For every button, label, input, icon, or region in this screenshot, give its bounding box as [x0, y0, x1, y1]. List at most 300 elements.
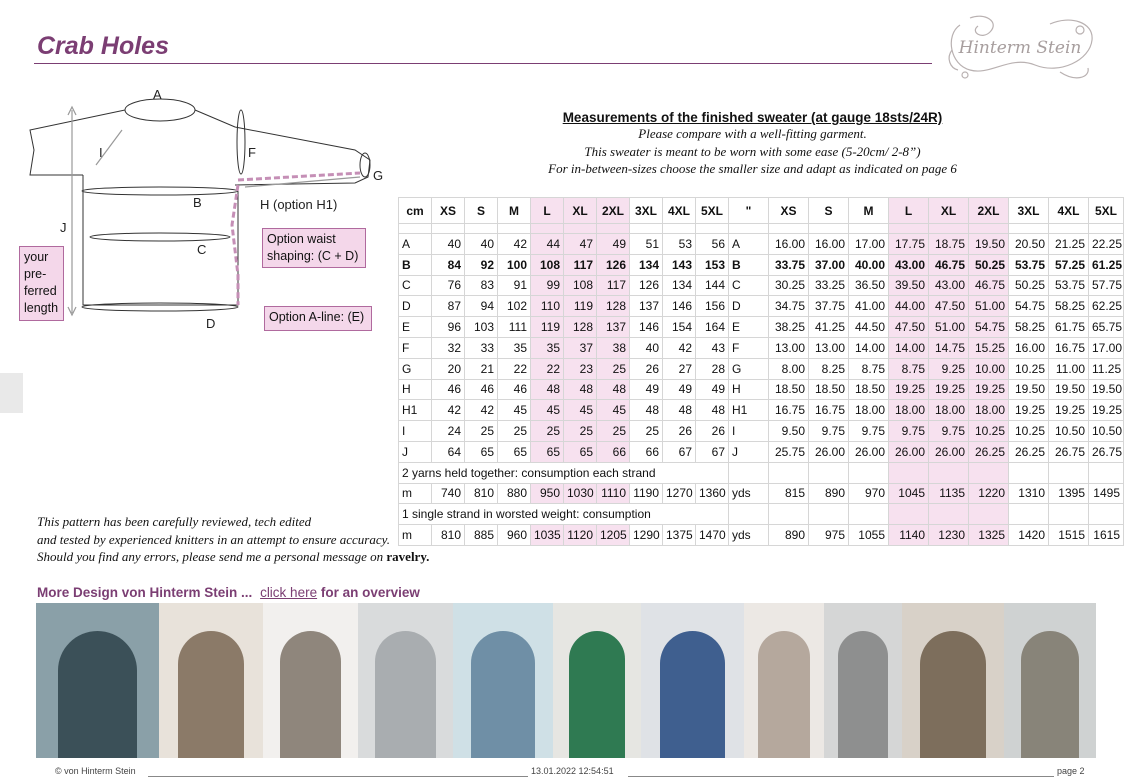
more-designs — [37, 585, 420, 600]
more-designs-suffix: for an overview — [320, 585, 420, 600]
table-cell: 51.00 — [969, 296, 1009, 317]
table-cell: 9.50 — [769, 421, 809, 442]
table-cell: 1120 — [564, 525, 597, 546]
table-cell: 61.25 — [1089, 254, 1124, 275]
table-cell: 48 — [531, 379, 564, 400]
table-cell: 9.75 — [809, 421, 849, 442]
table-cell: 23 — [564, 358, 597, 379]
table-cell: 1030 — [564, 483, 597, 504]
table-cell: 22 — [531, 358, 564, 379]
table-cell: 45 — [531, 400, 564, 421]
table-cell: 66 — [630, 441, 663, 462]
table-cell: 46 — [498, 379, 531, 400]
table-cell: " — [729, 198, 769, 224]
table-cell: 43 — [696, 337, 729, 358]
table-cell: 58.25 — [1009, 317, 1049, 338]
table-cell: 19.50 — [1049, 379, 1089, 400]
table-cell: 1190 — [630, 483, 663, 504]
table-cell: 4XL — [663, 198, 696, 224]
table-cell: 46 — [432, 379, 465, 400]
table-cell: 1375 — [663, 525, 696, 546]
photo-grey-cardigan-red[interactable] — [358, 603, 453, 758]
footer-rule-right — [628, 776, 1054, 777]
table-cell: 1135 — [929, 483, 969, 504]
table-row — [399, 234, 1124, 255]
diagram-label-j: J — [60, 220, 67, 235]
table-cell: C — [729, 275, 769, 296]
footer-page-number: page 2 — [1057, 766, 1085, 776]
diagram-label-d: D — [206, 316, 216, 331]
table-cell: 3XL — [630, 198, 663, 224]
table-cell: 20.50 — [1009, 234, 1049, 255]
table-cell: 8.00 — [769, 358, 809, 379]
garment-silhouette — [1021, 631, 1080, 758]
table-cell: 1360 — [696, 483, 729, 504]
table-cell: 19.50 — [1009, 379, 1049, 400]
garment-silhouette — [471, 631, 535, 758]
table-cell: 5XL — [1089, 198, 1124, 224]
diagram-label-c: C — [197, 242, 207, 257]
table-cell: 48 — [696, 400, 729, 421]
sweater-diagram — [20, 85, 390, 335]
photo-taupe-yoke-sweater[interactable] — [263, 603, 358, 758]
table-cell: 18.50 — [769, 379, 809, 400]
garment-silhouette — [178, 631, 245, 758]
table-cell: 48 — [564, 379, 597, 400]
table-cell: 26.75 — [1049, 441, 1089, 462]
table-cell: 37 — [564, 337, 597, 358]
garment-silhouette — [280, 631, 341, 758]
table-cell: 49 — [696, 379, 729, 400]
table-cell: 13.00 — [769, 337, 809, 358]
yarn1-label-row — [399, 504, 1124, 525]
table-cell: 19.25 — [889, 379, 929, 400]
table-cell: 134 — [663, 275, 696, 296]
photo-green-cardigan[interactable] — [553, 603, 641, 758]
title-rule — [34, 63, 932, 64]
design-gallery — [36, 603, 1106, 758]
table-cell: 25 — [597, 358, 630, 379]
table-cell: 35 — [531, 337, 564, 358]
table-cell: L — [889, 198, 929, 224]
table-cell: 42 — [432, 400, 465, 421]
table-row — [399, 421, 1124, 442]
table-cell: 22.25 — [1089, 234, 1124, 255]
table-cell: 19.25 — [929, 379, 969, 400]
table-cell: XS — [432, 198, 465, 224]
table-cell: 48 — [663, 400, 696, 421]
measurements-note-3: For in-between-sizes choose the smaller size and adapt as indicated on page 6 — [548, 161, 957, 176]
table-cell: 18.00 — [889, 400, 929, 421]
table-cell: 740 — [432, 483, 465, 504]
table-cell: 18.75 — [929, 234, 969, 255]
table-cell: 43.00 — [889, 254, 929, 275]
table-cell: 35 — [498, 337, 531, 358]
table-cell: 67 — [696, 441, 729, 462]
table-cell: 76 — [432, 275, 465, 296]
table-cell: 45 — [498, 400, 531, 421]
table-cell: 33.25 — [809, 275, 849, 296]
table-cell: 9.75 — [889, 421, 929, 442]
table-cell: 18.00 — [929, 400, 969, 421]
table-cell: 67 — [663, 441, 696, 462]
table-cell: 40 — [630, 337, 663, 358]
table-cell: 117 — [597, 275, 630, 296]
table-cell: 54.75 — [1009, 296, 1049, 317]
table-cell: 890 — [769, 525, 809, 546]
table-cell: 65 — [564, 441, 597, 462]
table-cell: 25 — [564, 421, 597, 442]
footer — [0, 766, 1115, 778]
garment-silhouette — [660, 631, 726, 758]
table-cell: 146 — [630, 317, 663, 338]
table-cell: 26 — [696, 421, 729, 442]
errata-note — [37, 513, 429, 566]
table-cell: 14.00 — [849, 337, 889, 358]
table-cell: 137 — [597, 317, 630, 338]
table-cell: XL — [564, 198, 597, 224]
table-cell: 13.00 — [809, 337, 849, 358]
table-row — [399, 379, 1124, 400]
table-cell: 1290 — [630, 525, 663, 546]
table-cell: m — [399, 525, 432, 546]
table-cell: 2XL — [597, 198, 630, 224]
table-cell: 99 — [531, 275, 564, 296]
table-cell: B — [729, 254, 769, 275]
table-cell: 144 — [696, 275, 729, 296]
table-cell: 64 — [432, 441, 465, 462]
table-cell: 5XL — [696, 198, 729, 224]
table-cell: D — [729, 296, 769, 317]
table-cell: 1045 — [889, 483, 929, 504]
table-cell: 1205 — [597, 525, 630, 546]
table-cell: 51.00 — [929, 317, 969, 338]
table-cell: 62.25 — [1089, 296, 1124, 317]
ravelry-link[interactable]: ravelry. — [386, 549, 430, 564]
photo-grey-sweater[interactable] — [824, 603, 902, 758]
table-cell: L — [531, 198, 564, 224]
table-cell: 37.75 — [809, 296, 849, 317]
table-cell: J — [399, 441, 432, 462]
table-cell: 53.75 — [1049, 275, 1089, 296]
table-row — [399, 317, 1124, 338]
table-cell: 134 — [630, 254, 663, 275]
table-cell: 19.25 — [1089, 400, 1124, 421]
table-cell: G — [399, 358, 432, 379]
table-cell: 96 — [432, 317, 465, 338]
table-cell: 126 — [597, 254, 630, 275]
table-cell: yds — [729, 525, 769, 546]
table-cell: 16.00 — [809, 234, 849, 255]
table-cell: 1220 — [969, 483, 1009, 504]
table-cell: 3XL — [1009, 198, 1049, 224]
table-cell: 26 — [630, 358, 663, 379]
table-cell: XL — [929, 198, 969, 224]
size-table — [398, 197, 1124, 546]
table-cell: 33 — [465, 337, 498, 358]
table-cell: 970 — [849, 483, 889, 504]
callout-preferred-length: your pre-ferred length — [19, 246, 64, 321]
table-cell: 2XL — [969, 198, 1009, 224]
table-cell: 20 — [432, 358, 465, 379]
table-cell: 44.00 — [889, 296, 929, 317]
table-cell: 39.50 — [889, 275, 929, 296]
table-cell: 10.25 — [1009, 421, 1049, 442]
table-cell: 975 — [809, 525, 849, 546]
table-cell: 17.75 — [889, 234, 929, 255]
table-cell: 21 — [465, 358, 498, 379]
table-row — [399, 400, 1124, 421]
table-cell: 65 — [498, 441, 531, 462]
table-cell: 16.75 — [809, 400, 849, 421]
table-cell: 880 — [498, 483, 531, 504]
table-cell: 42 — [498, 234, 531, 255]
table-cell: 4XL — [1049, 198, 1089, 224]
table-cell: 49 — [597, 234, 630, 255]
table-cell: 25 — [630, 421, 663, 442]
table-cell: 25.75 — [769, 441, 809, 462]
table-cell: 57.75 — [1089, 275, 1124, 296]
table-cell: 154 — [663, 317, 696, 338]
table-cell: 24 — [432, 421, 465, 442]
table-cell: 19.25 — [969, 379, 1009, 400]
table-cell: H — [729, 379, 769, 400]
table-cell: 46.75 — [969, 275, 1009, 296]
table-cell: 36.50 — [849, 275, 889, 296]
table-cell: 103 — [465, 317, 498, 338]
table-cell: I — [729, 421, 769, 442]
table-cell: 1470 — [696, 525, 729, 546]
photo-beige-vneck[interactable] — [744, 603, 824, 758]
table-row — [399, 296, 1124, 317]
yarn2-label-row — [399, 462, 1124, 483]
table-cell: B — [399, 254, 432, 275]
table-cell: 26.25 — [1009, 441, 1049, 462]
table-cell: 10.00 — [969, 358, 1009, 379]
table-cell: 21.25 — [1049, 234, 1089, 255]
photo-grey-cardigan-detail[interactable] — [36, 603, 159, 758]
table-cell: m — [399, 483, 432, 504]
table-cell: 810 — [432, 525, 465, 546]
table-cell: F — [399, 337, 432, 358]
table-cell: 8.75 — [849, 358, 889, 379]
table-cell: 16.00 — [1009, 337, 1049, 358]
table-row — [399, 441, 1124, 462]
table-cell: 94 — [465, 296, 498, 317]
photo-brown-cardigan[interactable] — [159, 603, 263, 758]
table-cell: 40 — [465, 234, 498, 255]
table-cell: 25 — [498, 421, 531, 442]
table-cell: 11.25 — [1089, 358, 1124, 379]
table-cell: yds — [729, 483, 769, 504]
table-cell: 1515 — [1049, 525, 1089, 546]
table-cell: 46.75 — [929, 254, 969, 275]
table-cell: 9.75 — [929, 421, 969, 442]
footer-timestamp: 13.01.2022 12:54:51 — [531, 766, 614, 776]
table-cell: 33.75 — [769, 254, 809, 275]
table-cell: 9.25 — [929, 358, 969, 379]
table-cell: 34.75 — [769, 296, 809, 317]
diagram-label-g: G — [373, 168, 384, 183]
table-cell: 16.00 — [769, 234, 809, 255]
table-cell: 19.25 — [1049, 400, 1089, 421]
table-cell: 1310 — [1009, 483, 1049, 504]
table-cell: 44 — [531, 234, 564, 255]
diagram-label-h: H (option H1) — [260, 197, 338, 212]
table-cell: 146 — [663, 296, 696, 317]
table-cell: 25 — [465, 421, 498, 442]
table-cell: 51 — [630, 234, 663, 255]
table-cell: 137 — [630, 296, 663, 317]
logo-lettering: Hinterm Stein — [958, 38, 1082, 58]
table-cell: 143 — [663, 254, 696, 275]
table-cell: S — [465, 198, 498, 224]
table-cell: 44.50 — [849, 317, 889, 338]
table-spacer-row — [399, 224, 1124, 234]
table-row — [399, 358, 1124, 379]
photo-blue-jacket[interactable] — [641, 603, 744, 758]
table-cell: S — [809, 198, 849, 224]
table-cell: 1110 — [597, 483, 630, 504]
table-cell: F — [729, 337, 769, 358]
photo-blue-lace-cardigan[interactable] — [453, 603, 553, 758]
table-cell: D — [399, 296, 432, 317]
table-cell: 119 — [564, 296, 597, 317]
table-cell: 65.75 — [1089, 317, 1124, 338]
table-cell: 15.25 — [969, 337, 1009, 358]
table-cell: 47.50 — [929, 296, 969, 317]
table-cell: G — [729, 358, 769, 379]
table-cell: 26 — [663, 421, 696, 442]
table-cell: E — [399, 317, 432, 338]
measurements-note-1: Please compare with a well-fitting garment. — [638, 126, 867, 141]
table-cell: 45 — [564, 400, 597, 421]
page-title: Crab Holes — [37, 32, 169, 60]
table-cell: 1270 — [663, 483, 696, 504]
table-cell: 84 — [432, 254, 465, 275]
diagram-label-a: A — [153, 87, 162, 102]
table-cell: A — [729, 234, 769, 255]
diagram-label-f: F — [248, 145, 256, 160]
photo-brown-cable-sweater[interactable] — [902, 603, 1004, 758]
table-cell: 19.50 — [1089, 379, 1124, 400]
table-cell: 885 — [465, 525, 498, 546]
table-cell: M — [498, 198, 531, 224]
table-cell: 58.25 — [1049, 296, 1089, 317]
table-cell: 117 — [564, 254, 597, 275]
table-cell: 156 — [696, 296, 729, 317]
garment-silhouette — [838, 631, 888, 758]
table-cell: 66 — [597, 441, 630, 462]
table-cell: H — [399, 379, 432, 400]
table-cell: 26.00 — [889, 441, 929, 462]
table-cell: 28 — [696, 358, 729, 379]
table-cell: cm — [399, 198, 432, 224]
table-cell: 18.50 — [809, 379, 849, 400]
table-cell: 1230 — [929, 525, 969, 546]
table-cell: 48 — [597, 379, 630, 400]
footer-rule-left — [148, 776, 528, 777]
table-row — [399, 337, 1124, 358]
table-cell: 18.50 — [849, 379, 889, 400]
table-cell: 54.75 — [969, 317, 1009, 338]
table-cell: 49 — [663, 379, 696, 400]
table-cell: 65 — [531, 441, 564, 462]
table-cell: A — [399, 234, 432, 255]
yarn-consumption-label: 2 yarns held together: consumption each strand — [399, 462, 729, 483]
table-cell: 42 — [663, 337, 696, 358]
table-cell: 108 — [564, 275, 597, 296]
table-cell: 40.00 — [849, 254, 889, 275]
errata-line-3: Should you find any errors, please send me a personal message on — [37, 549, 384, 564]
table-cell: 50.25 — [969, 254, 1009, 275]
table-cell: I — [399, 421, 432, 442]
table-cell: 815 — [769, 483, 809, 504]
table-cell: 14.00 — [889, 337, 929, 358]
errata-line-2: and tested by experienced knitters in an attempt to ensure accuracy. — [37, 531, 390, 547]
table-cell: 11.00 — [1049, 358, 1089, 379]
table-cell: 16.75 — [769, 400, 809, 421]
table-cell: C — [399, 275, 432, 296]
table-cell: 53.75 — [1009, 254, 1049, 275]
table-cell: 17.00 — [1089, 337, 1124, 358]
table-cell: 61.75 — [1049, 317, 1089, 338]
table-cell: 40 — [432, 234, 465, 255]
table-cell: 25 — [531, 421, 564, 442]
table-cell: 30.25 — [769, 275, 809, 296]
table-cell: 890 — [809, 483, 849, 504]
table-cell: 16.75 — [1049, 337, 1089, 358]
photo-grey-long-cardigan[interactable] — [1004, 603, 1096, 758]
garment-silhouette — [569, 631, 625, 758]
table-cell: 49 — [630, 379, 663, 400]
table-cell: 126 — [630, 275, 663, 296]
table-cell: 119 — [531, 317, 564, 338]
hinterm-stein-logo — [940, 10, 1100, 90]
garment-silhouette — [375, 631, 436, 758]
table-cell: 110 — [531, 296, 564, 317]
table-cell: 25 — [597, 421, 630, 442]
table-cell: 102 — [498, 296, 531, 317]
table-cell: 10.25 — [969, 421, 1009, 442]
table-cell: 45 — [597, 400, 630, 421]
table-cell: 87 — [432, 296, 465, 317]
table-cell: 48 — [630, 400, 663, 421]
click-here-link[interactable]: click here — [260, 585, 318, 600]
table-cell: 9.75 — [849, 421, 889, 442]
table-cell: 8.25 — [809, 358, 849, 379]
table-cell: 26.00 — [849, 441, 889, 462]
table-cell: 19.50 — [969, 234, 1009, 255]
table-cell: 1615 — [1089, 525, 1124, 546]
table-cell: 1055 — [849, 525, 889, 546]
table-row — [399, 254, 1124, 275]
table-cell: 43.00 — [929, 275, 969, 296]
table-cell: 10.50 — [1049, 421, 1089, 442]
table-cell: 10.50 — [1089, 421, 1124, 442]
table-cell: 164 — [696, 317, 729, 338]
table-cell: 1035 — [531, 525, 564, 546]
table-cell: M — [849, 198, 889, 224]
table-cell: 38.25 — [769, 317, 809, 338]
table-cell: 46 — [465, 379, 498, 400]
table-cell: E — [729, 317, 769, 338]
table-cell: 1325 — [969, 525, 1009, 546]
table-cell: 1420 — [1009, 525, 1049, 546]
table-cell: 8.75 — [889, 358, 929, 379]
garment-silhouette — [920, 631, 985, 758]
garment-silhouette — [758, 631, 809, 758]
